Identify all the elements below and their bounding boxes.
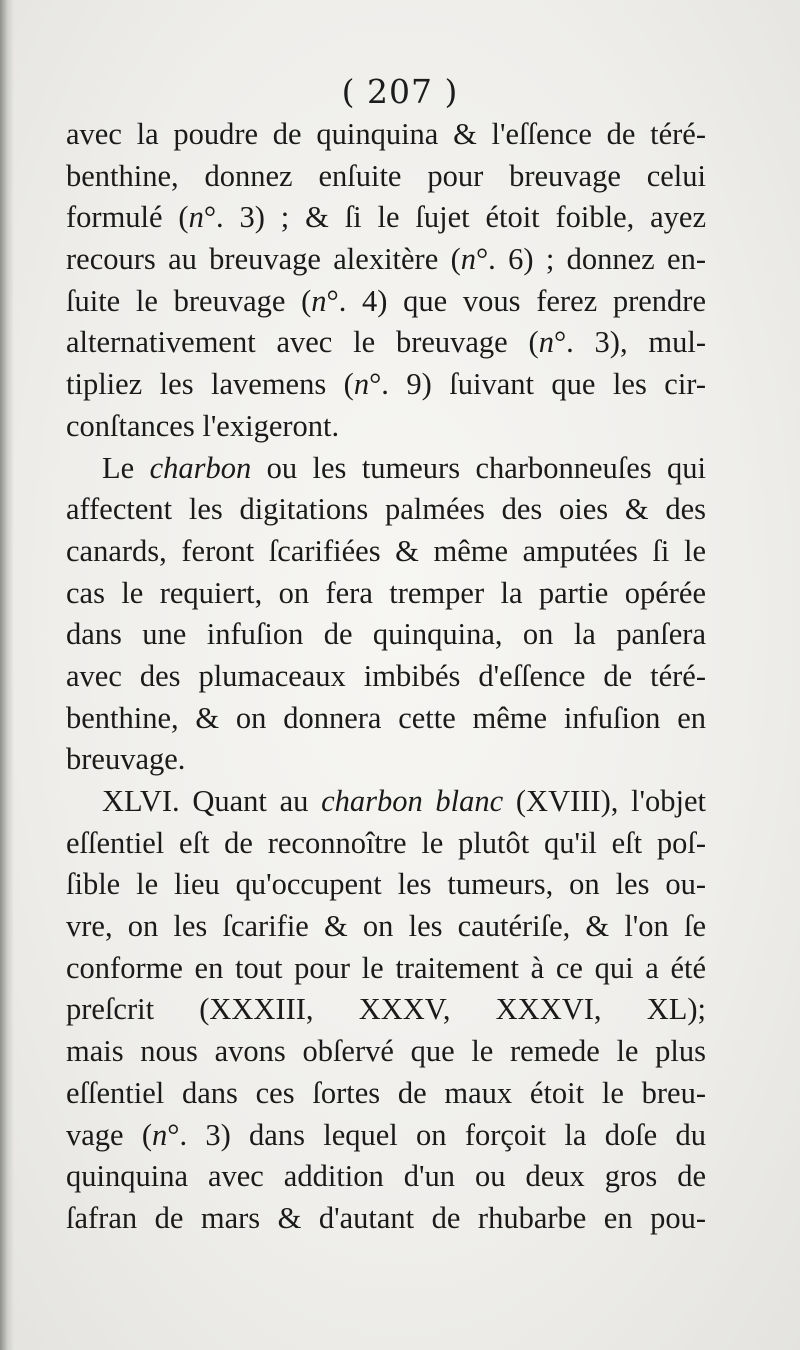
italic-text: n [460,242,476,277]
text-line: ſafran de mars & d'autant de rhubarbe en pou- [66,1200,706,1235]
text-line: benthine, & on donnera cette même infuſion en [66,700,706,735]
text-segment: tipliez les lavemens ( [66,367,354,402]
text-line: eſſentiel dans ces ſortes de maux étoit le breu- [66,1075,706,1110]
text-segment: recours au breuvage alexitère ( [66,242,461,277]
text-line: avec la poudre de quinquina & l'eſſence de téré- [66,117,706,151]
text-line [66,1115,706,1157]
text-segment: Le [102,450,150,485]
text-segment: °. 4) que vous ferez prendre [326,283,706,318]
text-line: preſcrit (XXXIII, XXXV, XXXVI, XL); [66,992,706,1027]
body-text [66,114,706,1240]
text-segment: °. 3), mul- [553,325,706,360]
text-segment: formulé ( [66,200,189,235]
text-line: quinquina avec addition d'un ou deux gros de [66,1159,706,1194]
text-line [66,448,706,490]
text-line [66,322,706,364]
text-line [66,239,706,281]
text-line: breuvage. [66,742,186,777]
italic-text: charbon [149,450,252,485]
text-line: affectent les digitations palmées des oies & des [66,492,706,527]
text-line [66,197,706,239]
text-segment: °. 3) ; & ſi le ſujet étoit foible, ayez [203,200,706,235]
italic-text: n [538,325,554,360]
text-line: conſtances l'exigeront. [66,408,340,443]
italic-text: charbon blanc [321,784,504,818]
text-line: ſible le lieu qu'occupent les tumeurs, on les ou- [66,867,706,902]
italic-text: n [188,200,204,235]
text-segment: ou les tumeurs charbonneuſes qui [251,450,707,485]
text-line: conforme en tout pour le traitement à ce qui a été [66,950,706,985]
text-segment: alternativement avec le breuvage ( [66,325,539,360]
text-segment: XLVI. Quant au [102,784,322,818]
text-line [66,281,706,323]
text-line: eſſentiel eſt de reconnoître le plutôt qu'il eſt poſ- [66,825,706,860]
text-line [66,781,706,823]
text-segment: (XVIII), l'objet [503,784,707,818]
text-line: dans une infuſion de quinquina, on la panſera [66,617,706,652]
text-segment: °. 6) ; donnez en- [475,242,706,277]
page-gutter-shadow [0,0,14,1350]
italic-text: n [353,367,370,402]
text-line: cas le requiert, on fera tremper la partie opérée [66,575,706,610]
text-segment: ſuite le breuvage ( [66,283,312,318]
page-number: ( 207 ) [341,72,459,111]
text-segment: °. 3) dans lequel on forçoit la doſe du [167,1117,706,1152]
text-line: mais nous avons obſervé que le remede le plus [66,1034,706,1069]
text-line: benthine, donnez enſuite pour breuvage celui [66,158,706,193]
text-line: canards, feront ſcarifiées & même amputées ſi le [66,533,706,568]
text-line: avec des plumaceaux imbibés d'eſſence de téré- [66,658,706,693]
text-segment: °. 9) ſuivant que les cir- [369,367,706,402]
italic-text: n [311,283,327,318]
text-segment: vage ( [66,1117,153,1152]
italic-text: n [152,1117,168,1152]
text-line [66,364,706,406]
text-line: vre, on les ſcarifie & on les cautériſe, & l'on ſe [66,909,706,944]
